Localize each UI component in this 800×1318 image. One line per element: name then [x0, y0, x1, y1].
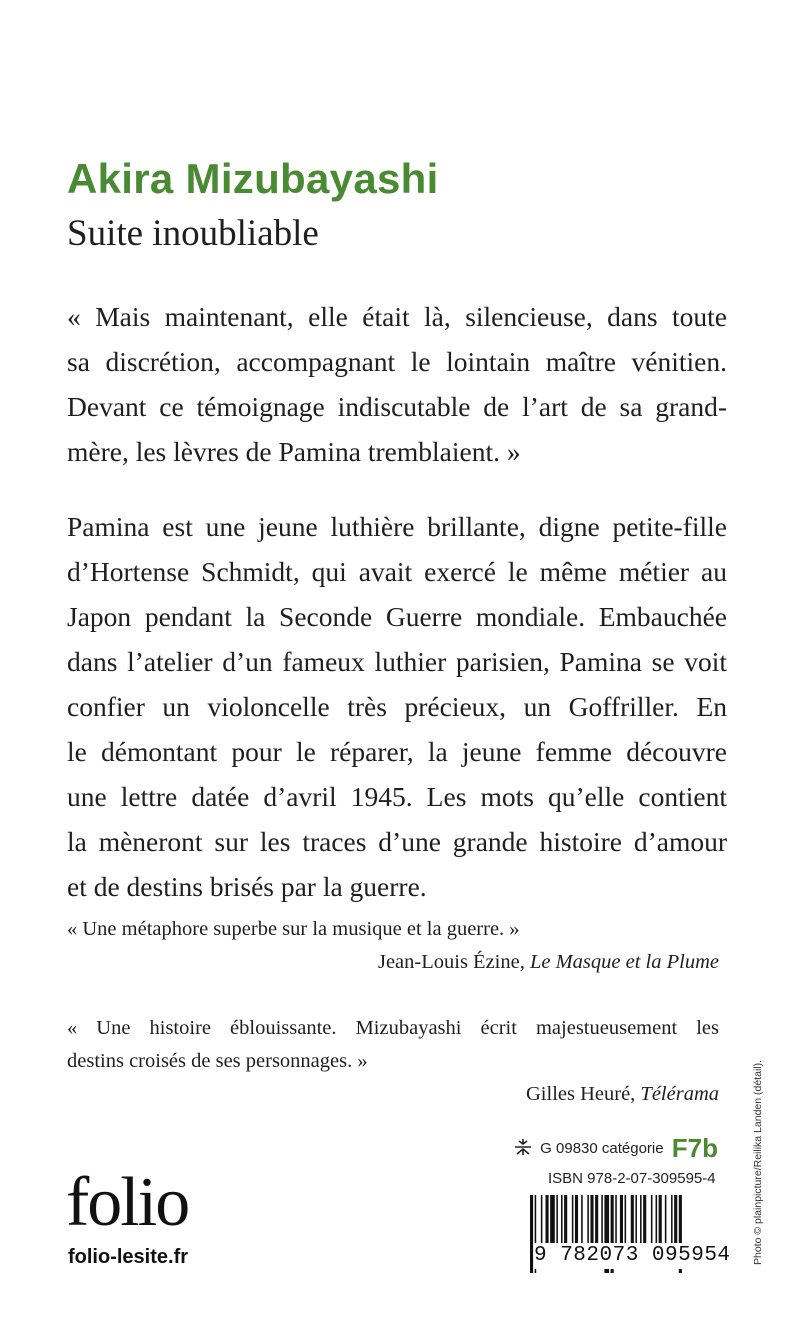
barcode	[520, 1195, 731, 1273]
barcode-bar	[530, 1195, 533, 1273]
excerpt-line: « Mais maintenant, elle était là, silencieuse, dans toute	[67, 301, 727, 332]
barcode-bar	[590, 1195, 593, 1245]
summary-line: Japon pendant la Seconde Guerre mondiale. Embauchée	[67, 601, 727, 632]
review-quote-line: « Une métaphore superbe sur la musique et la guerre. »	[67, 918, 520, 940]
barcode-digits: 9 782073 095954	[534, 1244, 731, 1267]
review-attribution	[67, 1078, 719, 1111]
review-source: Le Masque et la Plume	[529, 951, 719, 973]
barcode-bar	[572, 1195, 574, 1245]
barcode-bar	[556, 1195, 558, 1245]
barcode-bar	[631, 1195, 634, 1245]
barcode-bar	[659, 1195, 662, 1245]
summary-line: le démontant pour le réparer, la jeune femme découvre	[67, 736, 727, 767]
isbn: ISBN 978-2-07-309595-4	[548, 1170, 716, 1187]
pictogram-icon	[512, 1138, 536, 1160]
summary-line: confier un violoncelle très précieux, un Goffriller. En	[67, 691, 727, 722]
excerpt-line: sa discrétion, accompagnant le lointain maître vénitien.	[67, 346, 727, 377]
barcode-bar	[550, 1195, 555, 1245]
publisher-website: folio-lesite.fr	[68, 1246, 189, 1268]
barcode-bar	[635, 1195, 637, 1245]
summary-line: Pamina est une jeune luthière brillante, digne petite-fille	[67, 511, 727, 542]
barcode-bar	[671, 1195, 673, 1245]
review-attribution	[67, 946, 719, 979]
photo-credit: Photo © plainpicture/Reilika Landen (détail).	[752, 1059, 764, 1265]
review-2	[67, 1012, 719, 1111]
author-name: Akira Mizubayashi	[67, 155, 439, 202]
summary-line: dans l’atelier d’un fameux luthier parisien, Pamina se voit	[67, 646, 727, 677]
summary-line: d’Hortense Schmidt, qui avait exercé le même métier au	[67, 556, 727, 587]
book-summary	[67, 504, 727, 909]
excerpt-quote	[67, 294, 727, 474]
review-author: Jean-Louis Ézine,	[377, 951, 530, 973]
summary-line: la mèneront sur les traces d’une grande histoire d’amour	[67, 826, 727, 857]
excerpt-line: Devant ce témoignage indiscutable de l’art de sa grand-	[67, 391, 727, 422]
barcode-bar	[564, 1195, 567, 1245]
review-source: Télérama	[640, 1083, 719, 1105]
barcode-bar	[625, 1195, 627, 1245]
barcode-bar	[665, 1195, 667, 1245]
catalog-code: G 09830	[540, 1140, 598, 1157]
summary-line: une lettre datée d’avril 1945. Les mots qu’elle contient	[67, 781, 727, 812]
review-author: Gilles Heuré,	[526, 1083, 641, 1105]
category-code: F7b	[671, 1133, 719, 1163]
barcode-bar	[561, 1195, 563, 1245]
barcode-bar	[581, 1195, 583, 1245]
book-title: Suite inoubliable	[67, 213, 319, 254]
barcode-bar	[656, 1195, 658, 1245]
summary-line: et de destins brisés par la guerre.	[67, 871, 427, 902]
barcode-bar	[595, 1195, 598, 1245]
barcode-bar	[546, 1195, 549, 1245]
barcode-bar	[601, 1195, 603, 1245]
review-1	[67, 913, 719, 979]
barcode-bar	[620, 1195, 623, 1245]
barcode-bar	[541, 1195, 543, 1245]
catalog-info	[512, 1133, 718, 1164]
barcode-bar	[575, 1195, 578, 1245]
barcode-bar	[643, 1195, 646, 1245]
barcode-bar	[674, 1195, 677, 1245]
barcode-bar	[587, 1195, 589, 1245]
review-quote-line: « Une histoire éblouissante. Mizubayashi écrit majestueusement les	[67, 1017, 719, 1039]
barcode-bar	[615, 1195, 617, 1245]
review-quote-line: destins croisés de ses personnages. »	[67, 1050, 368, 1072]
category-label: catégorie	[601, 1140, 664, 1157]
barcode-bar	[651, 1195, 653, 1245]
barcode-bar	[640, 1195, 642, 1245]
publisher-logo: folio	[66, 1164, 189, 1241]
excerpt-line: mère, les lèvres de Pamina tremblaient. »	[67, 436, 521, 467]
